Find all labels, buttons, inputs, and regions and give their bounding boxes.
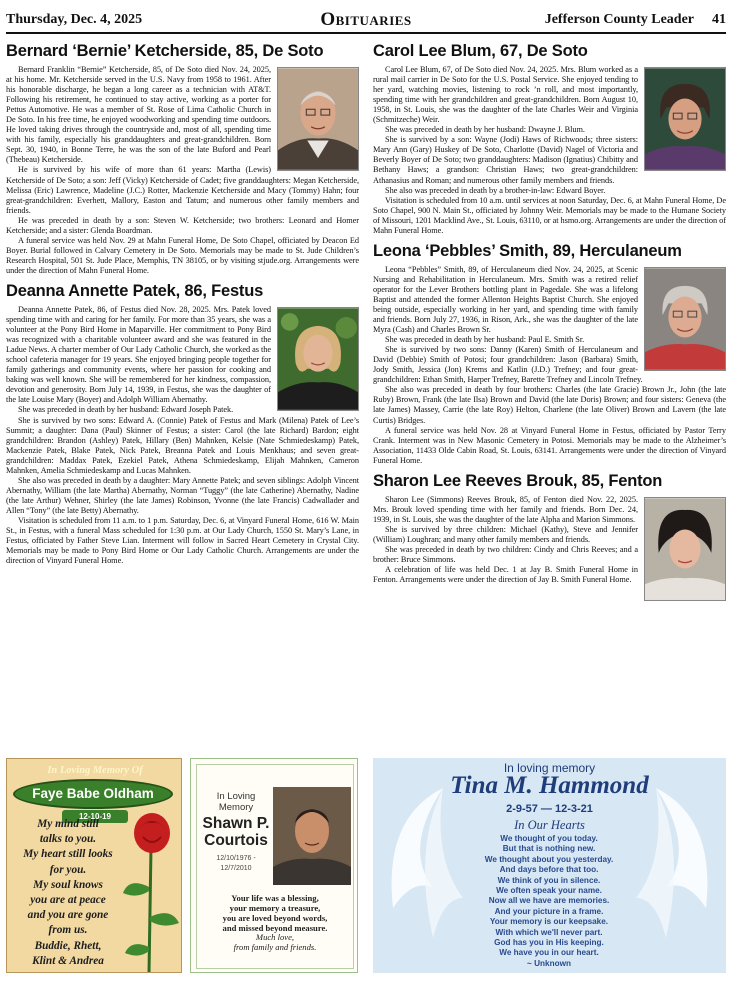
message-line: Your life was a blessing,: [231, 893, 319, 903]
poem-line: Now all we have are memories.: [488, 896, 610, 906]
memorial-name: Tina M. Hammond: [450, 772, 649, 799]
memorial-dates: [203, 854, 269, 874]
rose-icon: [119, 807, 182, 973]
verse-line: talks to you.: [39, 833, 97, 846]
right-column: [373, 40, 726, 604]
heading-line: Memory: [218, 802, 254, 813]
memorial-ad-hammond: [373, 758, 726, 973]
memorial-subtitle: In Our Hearts: [514, 818, 585, 832]
verse-line: you are at peace: [30, 894, 106, 907]
obituary-paragraph: She is survived by three children: Michael (Kathy), Steve and Jennifer (William) Loughran; and many other family members and friends.: [373, 524, 638, 544]
obituary-brouk: [373, 470, 726, 585]
portrait-photo: [277, 307, 359, 411]
obituary-paragraph: Sharon Lee (Simmons) Reeves Brouk, 85, of Fenton died Nov. 22, 2025. Mrs. Brouk loved spending time with her family and friends. Born Dec. 24, 1939, in St. Louis, she was the daughter of the late Alpha and Marion Simmons.: [373, 494, 638, 524]
obituary-paragraph: A funeral service was held Nov. 29 at Mahn Funeral Home, De Soto Chapel, officiated by Deacon Ed Boyer. Burial followed in Calvary Cemetery in De Soto. Memorials may be made to St. Jude Children’s Research Hospital, 501 St. Jude Place, Memphis, TN 38105, or by visiting stjude.org. Arrangements were under the direction of Mahn Funeral Home.: [6, 235, 359, 275]
memorial-verse: [9, 817, 127, 969]
poem-line: Your memory is our keepsake.: [489, 917, 609, 927]
woman-portrait-icon: [645, 498, 725, 600]
memorial-date: 12-10-19: [62, 810, 128, 823]
obituary-paragraph: She also was preceded in death by a daughter: Mary Annette Patek; and seven siblings: Adolph Vincent Abernathy, William (the late Martha) Abernathy, Norman “Tuggy” (the late Catherine) Abernathy, Nadine (the late Arthur) Wehner, Shirley (the late James) Robinson, Yvonne (the late Francis) Cadwallader and Allen “Tony” (the late Betty) Abernathy.: [6, 475, 359, 515]
memorial-poem: [449, 834, 649, 969]
message-line: you are loved beyond words,: [222, 913, 328, 923]
obituary-paragraph: She was preceded in death by her husband: Paul E. Smith Sr.: [385, 335, 585, 345]
obituary-paragraph: Bernard Franklin “Bernie” Ketcherside, 85, of De Soto died Nov. 24, 2025, at his home. Mr. Ketcherside served in the U.S. Navy from 1958 to 1961. After his honorable discharge, he began a long career as a technician with AT&T. Following his retirement, he continued to stay active, working as a porter for Pettus Automotive. He was a member of St. Rose of Lima Catholic Church in De Soto. In his free time, he enjoyed woodworking and spending time outdoors. He loved taking drives through the countryside and, most of all, spending time with his family, especially his granddaughters and great-grandchildren. Born Sept. 30, 1940, in Bonne Terre, he was the son of the late Buford and Pearl (Thebeau) Ketcherside.: [6, 65, 271, 165]
obituary-ketcherside: [6, 40, 359, 276]
verse-line: and you are gone: [27, 909, 109, 922]
poem-line: We often speak your name.: [496, 886, 602, 896]
left-column: [6, 40, 359, 570]
obituary-paragraph: Leona “Pebbles” Smith, 89, of Herculaneum died Nov. 24, 2025, at Scenic Nursing and Rehabilitation in Herculaneum. Mrs. Smith was a retired relief operator for the Lever Brothers bottling plant in Pagedale. She was a lifelong Baptist and attended the former Allenton Heights Baptist Church. She enjoyed being outside, especially working in her yard, and spending time with family and friends. Born July 27, 1936, in Rison, Ark., she was the daughter of the late Myra (Cash) and Charles Brown Sr.: [373, 264, 638, 335]
memorial-ad-courtois: [190, 758, 358, 973]
obituary-patek: [6, 280, 359, 566]
obituary-headline: Sharon Lee Reeves Brouk, 85, Fenton: [373, 471, 663, 490]
memorial-banner: In Loving Memory Of: [47, 765, 143, 776]
signoff-line: Much love,: [255, 932, 295, 942]
memorial-heading: In loving memory: [503, 761, 596, 775]
signoff-line: from family and friends.: [233, 942, 317, 952]
verse-line: My mind still: [37, 818, 99, 830]
memorial-name: [201, 815, 271, 849]
paper-title: Jefferson County Leader: [544, 12, 694, 27]
page-number: 41: [712, 12, 726, 27]
page-header: [6, 8, 726, 34]
poem-line: We have you in our heart.: [499, 948, 599, 958]
obituary-paragraph: He was preceded in death by a son: Steven W. Ketcherside; two brothers: Leonard and Homer Ketcherside; and a sister: Glenda Boardman.: [6, 215, 359, 235]
message-line: and missed beyond measure.: [222, 923, 328, 933]
poem-attribution: ~ Unknown: [527, 958, 571, 968]
man-portrait-icon: [278, 68, 358, 170]
memorial-message: [205, 893, 345, 933]
obituary-paragraph: A funeral service was held Nov. 28 at Vinyard Funeral Home in Festus, officiated by Pastor Terry Crank. Interment was in New Masonic Cemetery in Potosi. Memorials may be made to the Alzheimer’s Association, 11433 Olde Cabin Road, St. Louis, 63141. Arrangements were under the direction of Vinyard Funeral Home.: [373, 425, 726, 465]
verse-line: Buddie, Rhett,: [34, 939, 102, 952]
poem-line: And days before that too.: [499, 865, 599, 875]
obituary-paragraph: She is survived by two sons: Edward A. (Connie) Patek of Festus and Mark (Milena) Patek of Lee’s Summit; a daughter: Dana (Paul) Skinner of Festus; a sister: Carol (the late Richard) Bardon; eight grandchildren: Brandon (Ashley) Patek, Hillary (Ben) Mahnken, Kelsie (Nate Schmiedeskamp) Patek, Mackenzie Patek, Blake Patek, Nick Patek, Breanna Patek and Louis Menkhaus; and seven great-grandchildren: Maddax Patek, Ezekiel Patek, Athena Schmiedeskamp, Elijah Mahnken, Cameron Mahnken, Amelia Schmiedeskamp and Lucas Mahnken.: [6, 415, 359, 475]
date-line: 12/10/1976 -: [216, 855, 256, 862]
obituary-paragraph: She also was preceded in death by four brothers: Charles (the late Gracie) Brown Jr., John (the late Ruby) Brown, Frank (the late Ilsa) Brown and David (the late Doris) Brown; and four sisters: Geneva (the late James) Massey, Carrie (the late Roy) Helton, Charlene (the late Oliver) Brown and Lavern (the late Curtis) Bridges.: [373, 385, 726, 425]
poem-line: We thought about you yesterday.: [484, 854, 614, 864]
poem-line: But that is nothing new.: [502, 844, 596, 854]
obituary-paragraph: Visitation is scheduled from 11 a.m. to 1 p.m. Saturday, Dec. 6, at Vinyard Funeral Home, 616 W. Main St., in Festus, with a funeral Mass scheduled for 1:30 p.m. at Our Lady Church, 1550 St. Mary’s Lane, in Festus, officiated by Father Steve Lian. Interment will follow in Sacred Heart Cemetery in Crystal City. Memorials may be made to Pony Bird Home or Our Lady Catholic Church. Arrangements are under the direction of Vinyard Funeral Home.: [6, 515, 359, 566]
verse-line: Klint & Andrea: [32, 954, 104, 967]
obituary-headline: Leona ‘Pebbles’ Smith, 89, Herculaneum: [373, 241, 682, 260]
verse-line: My heart still looks: [23, 848, 113, 861]
message-line: your memory a treasure,: [229, 903, 321, 913]
verse-line: from us.: [48, 924, 88, 937]
obituary-paragraph: Visitation is scheduled from 10 a.m. until services at noon Saturday, Dec. 6, at Mahn Funeral Home, De Soto Chapel, 900 N. Main St., officiated by Johnny Weir. Memorials may be made to the Humane Society of Missouri, 1201 Macklind Ave., St. Louis, 63110, or at hsmo.org. Arrangements are under the direction of Mahn Funeral Home.: [373, 195, 726, 235]
obituary-paragraph: She is survived by two sons: Danny (Karen) Smith of Herculaneum and David (Debbie) Smith of Potosi; four grandchildren: Jason (Barbara) Smith, Jody Smith, Jessica (Jon) Krems and Katlin (J.D.) Trefney; and four great-grandchildren: Ethan Smith, Harper Trefney, Barette Trefney and Lincoln Trefney.: [373, 345, 643, 385]
obituary-paragraph: She was preceded in death by two children: Cindy and Chris Reeves; and a brother: Bruce Simmons.: [373, 544, 638, 565]
obituary-headline: Deanna Annette Patek, 86, Festus: [6, 281, 264, 300]
woman-portrait-icon: [645, 268, 725, 370]
poem-line: We thought of you today.: [500, 834, 598, 843]
name-line: Courtois: [204, 832, 268, 849]
obituary-paragraph: He is survived by his wife of more than 61 years: Martha (Lewis) Ketcherside of De Soto; a son: Jeff (Vicky) Ketcherside of Cadet; five granddaughters: Megan Ketcherside, Melissa (Eric) Lawrence, Madeline (J.C.) Rotter, Mackenzie Ketcherside and Macy (Tommy) Hahn; four great-grandchildren: Everhett, Mallory, Easton and Tatum; and numerous other family members and friends.: [6, 165, 359, 215]
obituary-paragraph: Carol Lee Blum, 67, of De Soto died Nov. 24, 2025. Mrs. Blum worked as a rural mail carrier in De Soto for the U.S. Postal Service. She enjoyed tending to her yard, watching movies, listening to rock ’n roll, and most importantly, spending time with her grandchildren and great-grandchildren. Born August 10, 1958, in St. Louis, she was the daughter of the late Charles Weir and Virginia (Schmitzeche) Weir.: [373, 65, 638, 125]
obituary-smith: [373, 240, 726, 466]
obituary-paragraph: A celebration of life was held Dec. 1 at Jay B. Smith Funeral Home in Fenton. Arrangements were under the direction of Jay B. Smith Funeral Home.: [373, 565, 638, 585]
memorial-dates: 2-9-57 — 12-3-21: [506, 803, 593, 815]
issue-date: Thursday, Dec. 4, 2025: [6, 12, 143, 27]
verse-line: for you.: [49, 863, 87, 876]
verse-line: My soul knows: [33, 878, 103, 891]
name-line: Shawn P.: [202, 815, 270, 832]
portrait-photo: [277, 67, 359, 171]
poem-line: And your picture in a frame.: [494, 906, 604, 916]
paper-name: [545, 12, 726, 28]
memorial-signoff: [205, 932, 345, 952]
memorial-heading: [203, 791, 269, 813]
obituary-paragraph: She was preceded in death by her husband: Dwayne J. Blum.: [385, 125, 585, 135]
obituary-headline: Carol Lee Blum, 67, De Soto: [373, 42, 588, 60]
memorial-name: Faye Babe Oldham: [13, 779, 173, 809]
section-title: Obituaries: [320, 9, 412, 30]
poem-line: God has you in His keeping.: [494, 938, 604, 948]
obituary-paragraph: She is survived by a son: Wayne (Jodi) Haws of Richwoods; three sisters: Mary Ann (Gary) Huskey of De Soto, Charlotte (David) Nagel of Victoria and Beverly Boyer of De Soto; two granddaughters: Madison (Ignatius) Chibitty and Bethany Haws; a grandson: Christian Haws; two great-grandchildren: Athanasius and Roman; and numerous other family members and friends.: [373, 135, 638, 185]
heading-line: In Loving: [216, 791, 256, 802]
portrait-photo: [644, 67, 726, 171]
obituary-paragraph: She was preceded in death by her husband: Edward Joseph Patek.: [18, 405, 234, 415]
poem-line: With which we'll never part.: [495, 927, 603, 937]
memorial-ad-oldham: [6, 758, 182, 973]
poem-line: We think of you in silence.: [497, 875, 601, 885]
woman-portrait-icon: [278, 308, 358, 410]
obituary-blum: [373, 40, 726, 236]
obituary-paragraph: She also was preceded in death by a brother-in-law: Edward Boyer.: [385, 185, 606, 195]
obituary-headline: Bernard ‘Bernie’ Ketcherside, 85, De Soto: [6, 42, 324, 60]
portrait-photo: [644, 497, 726, 601]
portrait-photo: [644, 267, 726, 371]
man-portrait-icon: [273, 787, 351, 885]
obituary-paragraph: Deanna Annette Patek, 86, of Festus died Nov. 28, 2025. Mrs. Patek loved spending time with and caring for her family. For more than 35 years, she was a volunteer at the Pony Bird Home in Maparville. Her commitment to Pony Bird was recognized with a charitable volunteer award and she was featured in the Ladue News. A charter member of Our Lady Catholic Church, she worked as the school cafeteria manager for 19 years. She enjoyed bringing people together for family gatherings and community events, where her passion for cooking and baking was well known. She will be remembered for her kindness, compassion, devotion and generosity. Born July 14, 1939, in Festus, she was the daughter of the late Louise Mary (Boyer) and Adolph William Abernathy.: [6, 304, 271, 405]
woman-portrait-icon: [645, 68, 725, 170]
date-line: 12/7/2010: [220, 865, 252, 872]
